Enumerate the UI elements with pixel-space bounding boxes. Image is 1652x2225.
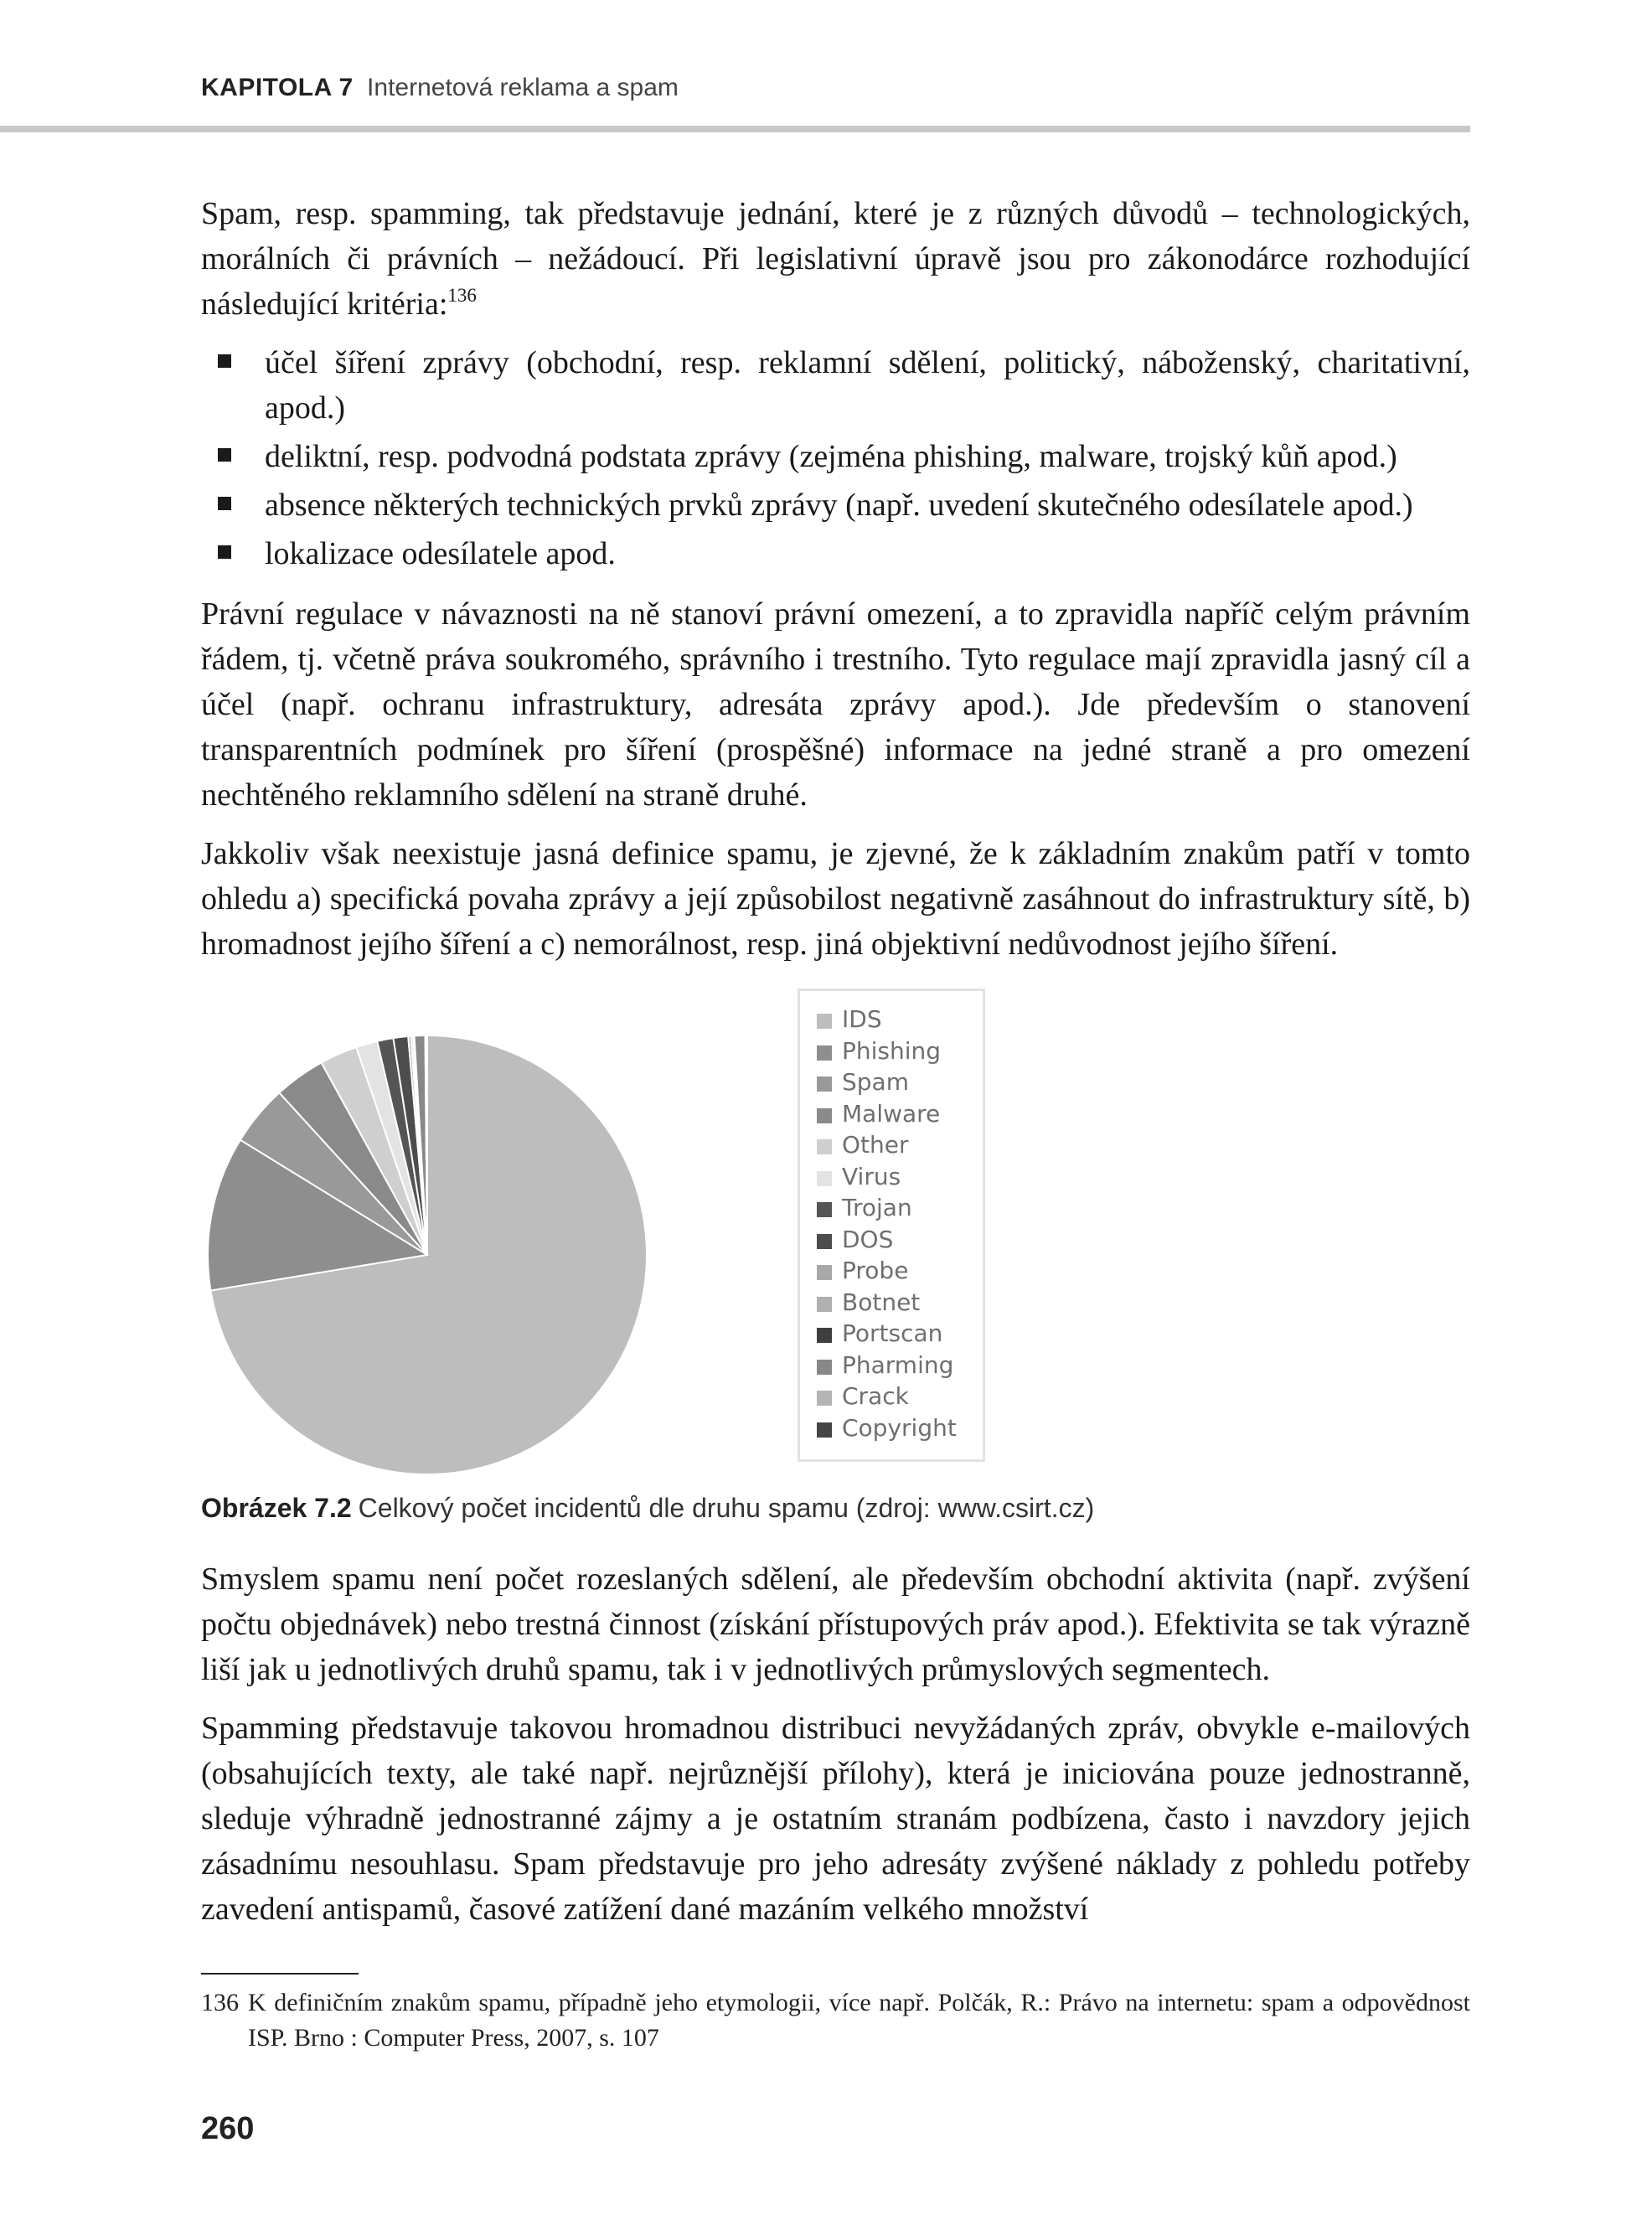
legend-swatch (817, 1328, 832, 1343)
criteria-list (201, 340, 1470, 576)
paragraph-2: Právní regulace v návaznosti na ně stanoví právní omezení, a to zpravidla napříč celým právním řádem, tj. včetně práva soukromého, správního i trestního. Tyto regulace mají zpravidla jasný cíl a účel (např. ochranu infrastruktury, adresáta zprávy apod.). Jde především o stanovení transparentních podmínek pro šíření (prospěšné) informace na jedné straně a pro omezení nechtěného reklamního sdělení na straně druhé. (201, 596, 1470, 813)
legend-item-probe (817, 1256, 908, 1286)
legend-label: Other (842, 1131, 909, 1159)
figure-caption-text: Celkový počet incidentů dle druhu spamu (zdroj: www.csirt.cz) (358, 1493, 1095, 1523)
footnote-text: K definičním znakům spamu, případně jeho etymologii, více např. Polčák, R.: Právo na internetu: spam a odpovědnost ISP. Brno : Computer Press, 2007, s. 107 (248, 1989, 1470, 2052)
legend-item-copyright (817, 1413, 957, 1443)
legend-label: Botnet (842, 1288, 921, 1316)
legend-item-ids (817, 1004, 882, 1035)
footnote (201, 1985, 1470, 2056)
legend-item-pharming (817, 1350, 953, 1381)
list-item-text: deliktní, resp. podvodná podstata zprávy (zejména phishing, malware, trojský kůň apod.) (265, 439, 1397, 474)
legend-swatch (817, 1391, 832, 1406)
legend-swatch (817, 1045, 832, 1061)
legend-label: Trojan (842, 1194, 912, 1221)
chapter-title: Internetová reklama a spam (367, 74, 679, 101)
legend-label: Phishing (842, 1036, 942, 1065)
legend-label: Crack (842, 1382, 909, 1410)
legend-label: Spam (842, 1068, 909, 1096)
legend-item-malware (817, 1099, 940, 1129)
legend-item-portscan (817, 1319, 942, 1349)
legend-swatch (817, 1108, 832, 1123)
legend-item-virus (817, 1162, 901, 1192)
legend-item-spam (817, 1067, 909, 1097)
footnote-ref: 136 (447, 285, 477, 306)
legend-swatch (817, 1076, 832, 1092)
legend-item-trojan (817, 1193, 912, 1223)
paragraph-3: Jakkoliv však neexistuje jasná definice spamu, je zjevné, že k základním znakům patří v tomto ohledu a) specifická povaha zprávy a její způsobilost negativně zasáhnout do infrastruktury sítě, b) hromadnost jejího šíření a c) nemorálnost, resp. jiná objektivní nedůvodnost jejího šíření. (201, 836, 1470, 962)
legend-label: IDS (842, 1005, 882, 1033)
legend-label: DOS (842, 1225, 894, 1253)
lower-text-block (201, 1556, 1470, 1945)
pie-slice-copyright (426, 1035, 427, 1255)
legend-swatch (817, 1014, 832, 1029)
paragraph-4: Smyslem spamu není počet rozeslaných sdělení, ale především obchodní aktivita (např. zvýšení počtu objednávek) nebo trestná činnost (získání přístupových práv apod.). Efektivita se tak výrazně liší jak u jednotlivých druhů spamu, tak i v jednotlivých průmyslových segmentech. (201, 1562, 1470, 1687)
figure-caption (201, 1493, 1094, 1524)
footnote-number: 136 (201, 1989, 239, 2016)
legend-swatch (817, 1360, 832, 1375)
page-number: 260 (201, 2111, 255, 2146)
list-item (201, 483, 1470, 528)
pie-chart (201, 989, 704, 1483)
legend-item-crack (817, 1381, 909, 1412)
running-header (201, 74, 679, 102)
legend-swatch (817, 1234, 832, 1249)
legend-swatch (817, 1422, 832, 1438)
legend-label: Probe (842, 1257, 909, 1284)
list-item (201, 531, 1470, 576)
legend-label: Portscan (842, 1319, 943, 1347)
legend-swatch (817, 1171, 832, 1186)
legend-item-botnet (817, 1288, 920, 1318)
legend-swatch (817, 1297, 832, 1312)
legend-item-phishing (817, 1036, 941, 1066)
footnote-rule (201, 1973, 359, 1975)
figure-label: Obrázek 7.2 (201, 1493, 352, 1523)
legend-label: Copyright (842, 1413, 957, 1442)
chart-legend (798, 989, 985, 1462)
legend-swatch (817, 1139, 832, 1154)
figure-pie-chart (201, 989, 1470, 1483)
square-bullet-icon (218, 354, 231, 368)
legend-label: Virus (842, 1162, 901, 1190)
paragraph-5: Spamming představuje takovou hromadnou distribuci nevyžádaných zpráv, obvykle e-mailových (obsahujících texty, ale také např. nejrůznější přílohy), která je iniciována pouze jednostranně, sleduje výhradně jednostranné zájmy a je ostatním stranám podbízena, často i navzdory jejich zásadnímu nesouhlasu. Spam představuje pro jeho adresáty zvýšené náklady z pohledu potřeby zavedení antispamů, časové zatížení dané mazáním velkého množství (201, 1711, 1470, 1927)
list-item-text: účel šíření zprávy (obchodní, resp. reklamní sdělení, politický, náboženský, charitativní, apod.) (265, 345, 1470, 426)
square-bullet-icon (218, 545, 231, 559)
legend-item-other (817, 1130, 909, 1160)
legend-label: Pharming (842, 1350, 954, 1379)
chapter-label: KAPITOLA 7 (201, 74, 354, 101)
legend-swatch (817, 1202, 832, 1217)
legend-item-dos (817, 1225, 893, 1255)
square-bullet-icon (218, 497, 231, 510)
header-rule (0, 126, 1470, 132)
paragraph-1 (201, 191, 1470, 327)
legend-swatch (817, 1265, 832, 1280)
square-bullet-icon (218, 448, 231, 462)
paragraph-1-text: Spam, resp. spamming, tak představuje jednání, které je z různých důvodů – technologických, morálních či právních – nežádoucí. Při legislativní úpravě jsou pro zákonodárce rozhodující následující kritéria: (201, 196, 1470, 322)
list-item-text: absence některých technických prvků zprávy (např. uvedení skutečného odesílatele apod.) (265, 488, 1413, 523)
list-item (201, 340, 1470, 431)
list-item (201, 434, 1470, 479)
list-item-text: lokalizace odesílatele apod. (265, 536, 616, 571)
upper-text-block (201, 191, 1470, 980)
legend-label: Malware (842, 1099, 941, 1128)
